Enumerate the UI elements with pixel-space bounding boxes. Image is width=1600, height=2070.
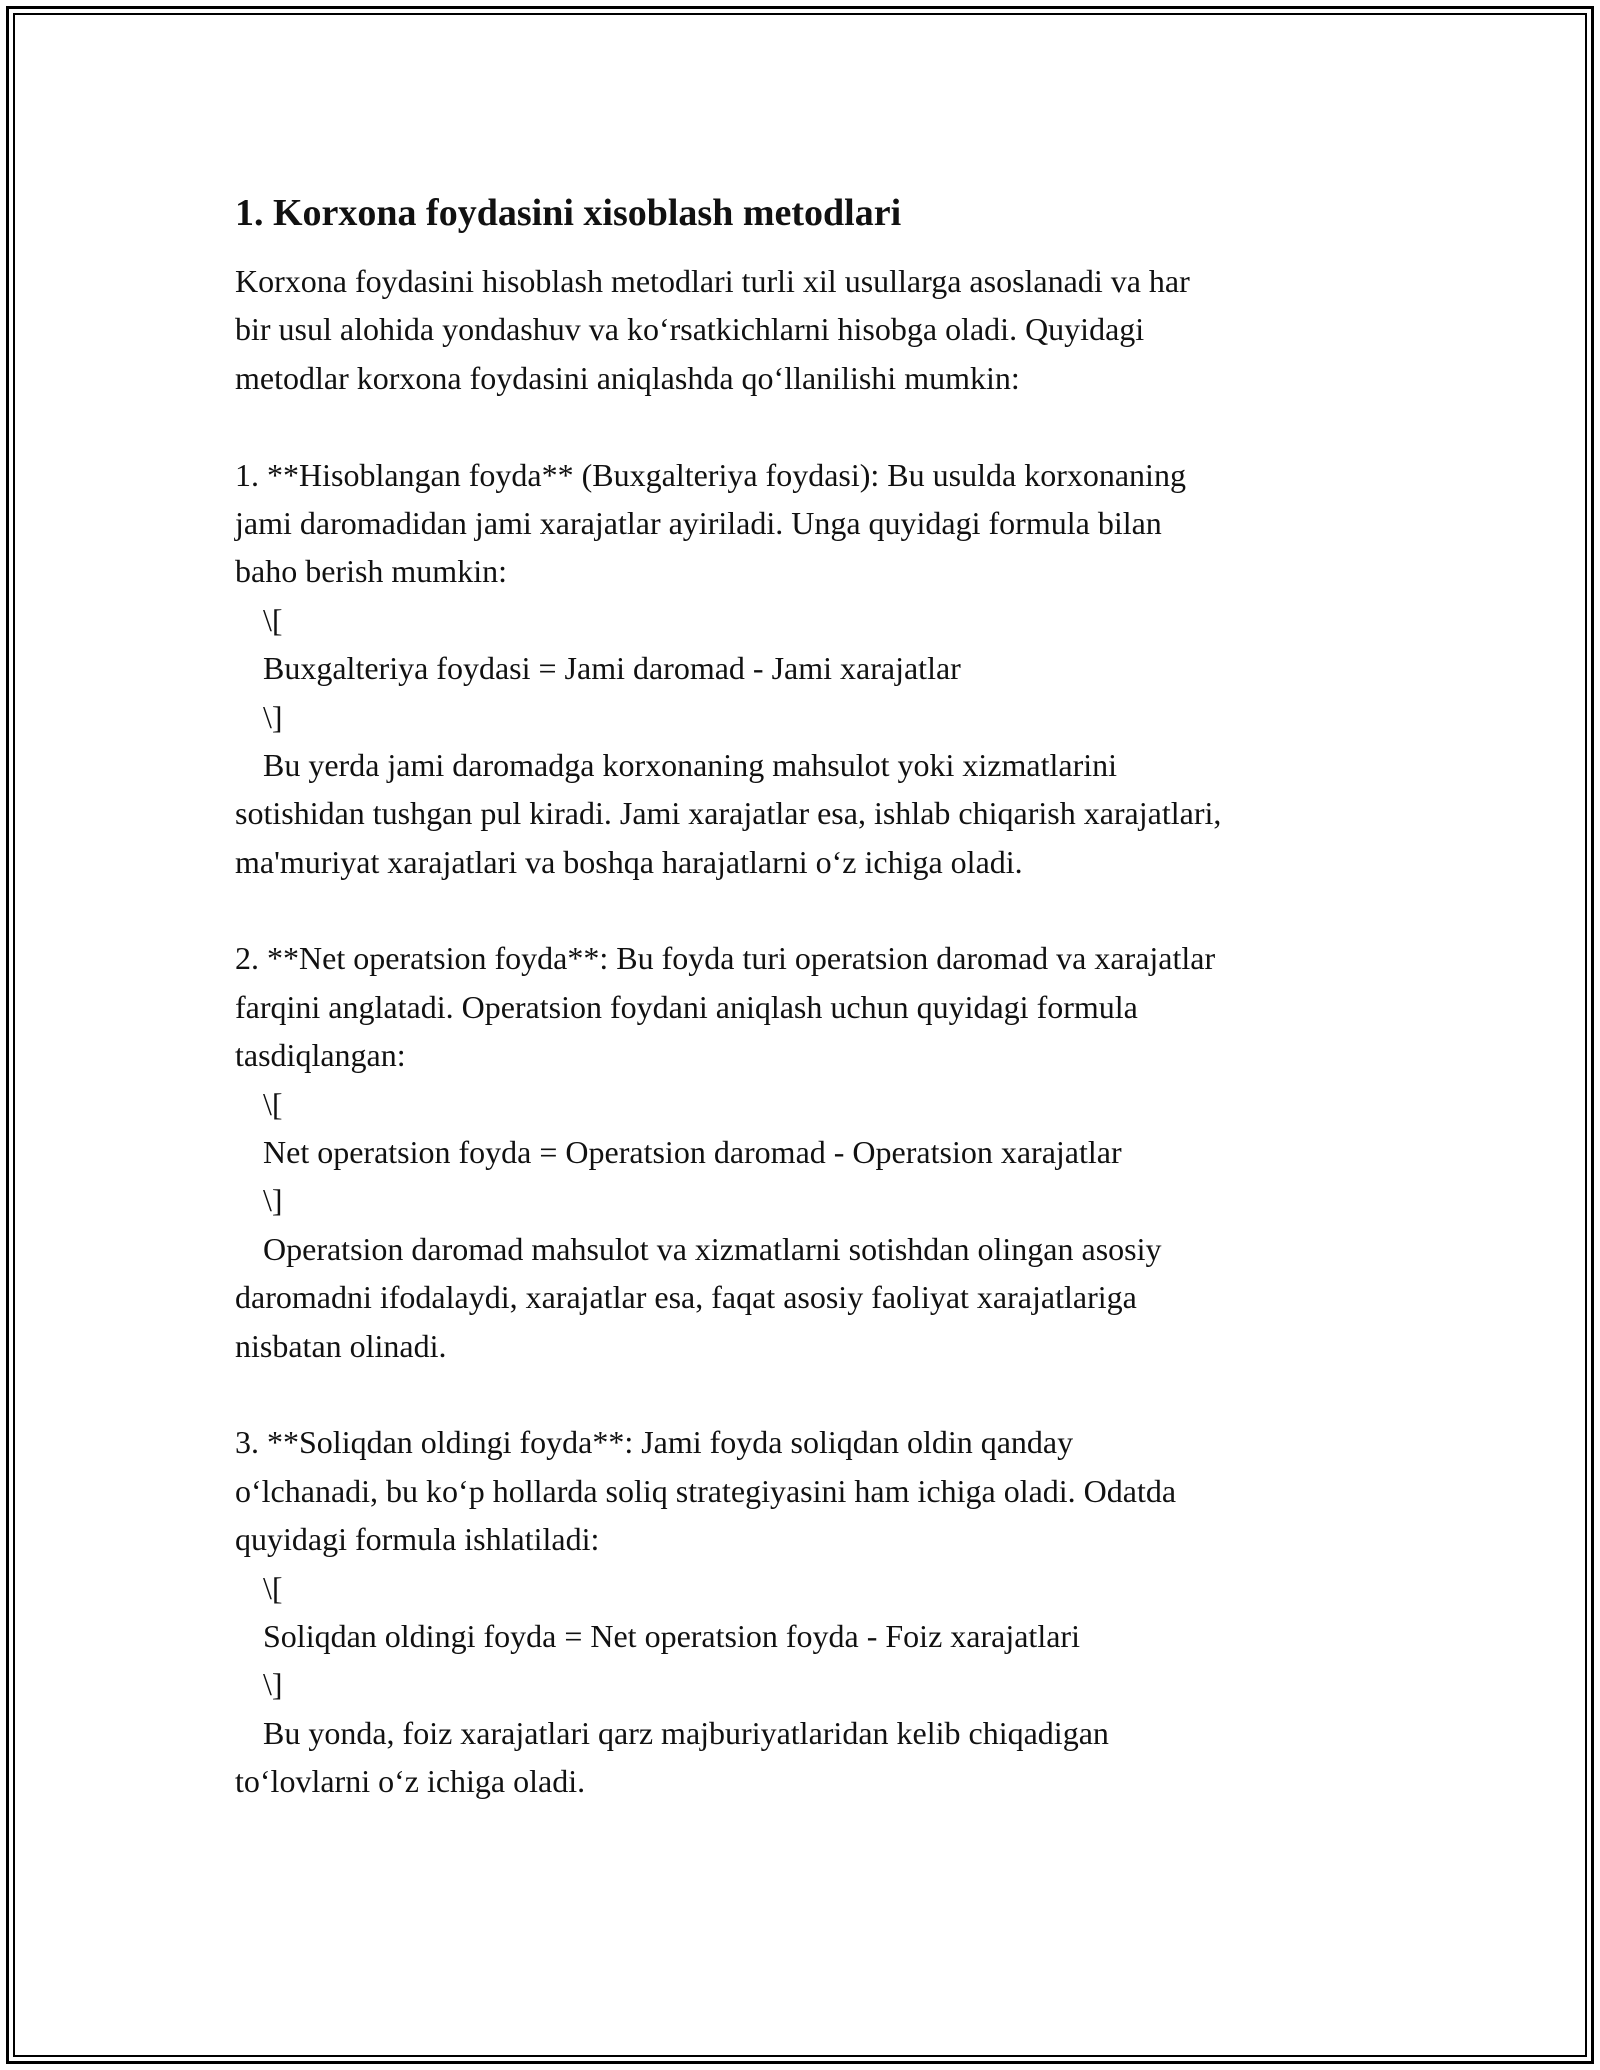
formula-open: \[ [263, 1085, 283, 1122]
section-accounting-profit [235, 451, 1385, 887]
section-line: 2. **Net operatsion foyda**: Bu foyda turi operatsion daromad va xarajatlar [235, 940, 1216, 977]
section-line: jami daromadidan jami xarajatlar ayiriladi. Unga quyidagi formula bilan [235, 504, 1162, 541]
page-title: 1. Korxona foydasini xisoblash metodlari [235, 192, 902, 234]
document-body [235, 183, 1385, 1806]
formula: Soliqdan oldingi foyda = Net operatsion foyda - Foiz xarajatlari [263, 1617, 1080, 1654]
explanation-line: Operatsion daromad mahsulot va xizmatlarni sotishdan olingan asosiy [263, 1230, 1162, 1267]
section-line: 3. **Soliqdan oldingi foyda**: Jami foyda soliqdan oldin qanday [235, 1424, 1074, 1461]
explanation-line: Bu yonda, foiz xarajatlari qarz majburiyatlaridan kelib chiqadigan [263, 1714, 1109, 1751]
section-line: tasdiqlangan: [235, 1037, 406, 1074]
intro-line: Korxona foydasini hisoblash metodlari turli xil usullarga asoslanadi va har [235, 263, 1190, 299]
section-line: baho berish mumkin: [235, 553, 507, 590]
explanation-line: ma'muriyat xarajatlari va boshqa harajatlarni o‘z ichiga oladi. [235, 843, 1023, 880]
section-net-operating-profit [235, 934, 1385, 1370]
paragraph-spacer [235, 1370, 1385, 1418]
explanation-line: nisbatan olinadi. [235, 1327, 447, 1364]
formula-close: \] [263, 1666, 283, 1703]
explanation-line: Bu yerda jami daromadga korxonaning mahsulot yoki xizmatlarini [263, 746, 1118, 783]
explanation-line: daromadni ifodalaydi, xarajatlar esa, faqat asosiy faoliyat xarajatlariga [235, 1279, 1137, 1316]
explanation-line: to‘lovlarni o‘z ichiga oladi. [235, 1763, 586, 1800]
formula-open: \[ [263, 1569, 283, 1606]
intro-line: metodlar korxona foydasini aniqlashda qo‘llanilishi mumkin: [235, 359, 1020, 396]
formula-open: \[ [263, 601, 283, 638]
formula-close: \] [263, 1182, 283, 1219]
formula: Net operatsion foyda = Operatsion daromad - Operatsion xarajatlar [263, 1134, 1122, 1171]
section-line: 1. **Hisoblangan foyda** (Buxgalteriya foydasi): Bu usulda korxonaning [235, 456, 1186, 493]
paragraph-spacer [235, 402, 1385, 450]
formula: Buxgalteriya foydasi = Jami daromad - Jami xarajatlar [263, 650, 961, 687]
intro-paragraph [235, 257, 1385, 402]
intro-line: bir usul alohida yondashuv va ko‘rsatkichlarni hisobga oladi. Quyidagi [235, 311, 1145, 348]
explanation-line: sotishidan tushgan pul kiradi. Jami xarajatlar esa, ishlab chiqarish xarajatlari, [235, 795, 1222, 832]
formula-close: \] [263, 698, 283, 735]
section-line: o‘lchanadi, bu ko‘p hollarda soliq strategiyasini ham ichiga oladi. Odatda [235, 1472, 1177, 1509]
section-line: quyidagi formula ishlatiladi: [235, 1521, 600, 1558]
section-pretax-profit [235, 1418, 1385, 1805]
paragraph-spacer [235, 886, 1385, 934]
section-line: farqini anglatadi. Operatsion foydani aniqlash uchun quyidagi formula [235, 988, 1138, 1025]
